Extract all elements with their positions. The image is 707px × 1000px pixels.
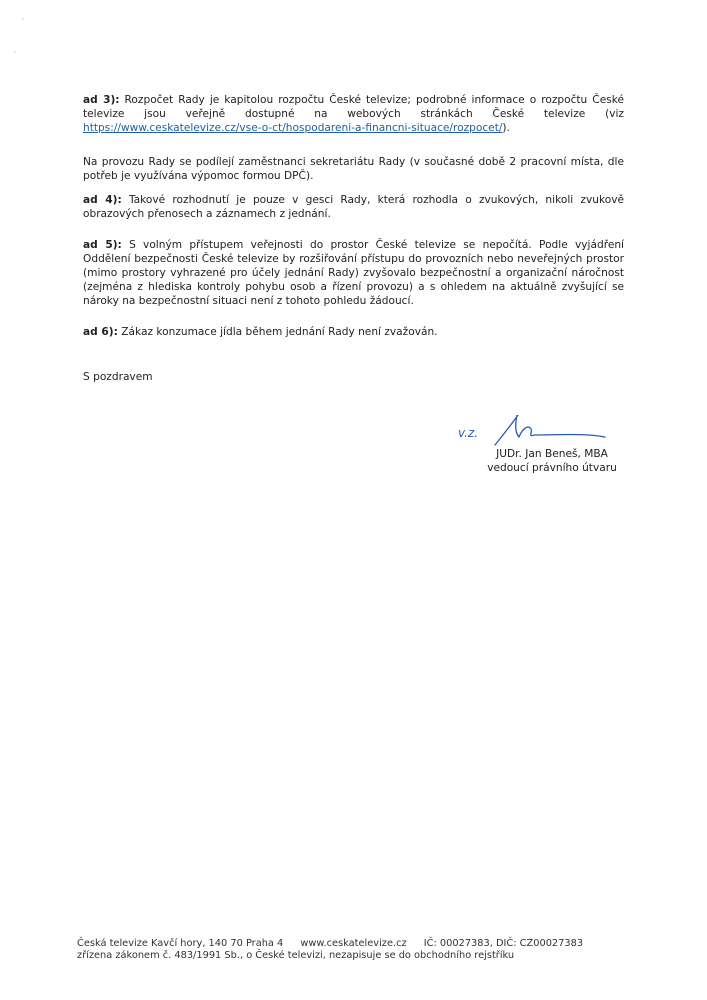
- svg-text:v.z.: v.z.: [458, 426, 479, 440]
- closing: S pozdravem: [83, 371, 153, 383]
- footer-web: www.ceskatelevize.cz: [300, 938, 407, 949]
- section-ad-5: [83, 238, 624, 308]
- budget-link[interactable]: https://www.ceskatelevize.cz/vse-o-ct/hospodareni-a-financni-situace/rozpocet/: [83, 122, 503, 134]
- section-label: ad 6):: [83, 326, 118, 338]
- footer-legal: zřízena zákonem č. 483/1991 Sb., o České televizi, nezapisuje se do obchodního rejstříku: [77, 950, 515, 961]
- section-ad-6: [83, 325, 624, 339]
- signatory: [482, 447, 622, 475]
- section-text: Takové rozhodnutí je pouze v gesci Rady, která rozhodla o zvukových, nikoli zvukově obrazových přenosech a záznamech z jednání.: [83, 194, 624, 220]
- section-text: S volným přístupem veřejnosti do prostor České televize se nepočítá. Podle vyjádření Oddělení bezpečnosti České televize by rozšiřování přístupu do provozních nebo neveřejných prostor (mimo prostory vyhrazené pro účely jednání Rady) zvyšovalo bezpečnostní a organizační náročnost (zejména z hlediska kontroly pohybu osob a řízení provozu) a s ohledem na aktuálně zvyšující se nároky na bezpečnostní situaci není z tohoto pohledu žádoucí.: [83, 239, 625, 307]
- footer-ids: IČ: 00027383, DIČ: CZ00027383: [423, 938, 584, 949]
- section-text: Zákaz konzumace jídla během jednání Rady není zvažován.: [121, 326, 438, 338]
- section-label: ad 5):: [83, 239, 122, 251]
- scan-speck: [14, 51, 16, 53]
- section-text: Na provozu Rady se podílejí zaměstnanci sekretariátu Rady (v současné době 2 pracovní místa, dle potřeb je využívána výpomoc formou DPČ).: [83, 156, 624, 182]
- scan-speck: [22, 18, 24, 20]
- section-staff: [83, 155, 624, 183]
- footer: [77, 938, 597, 962]
- footer-address: Česká televize Kavčí hory, 140 70 Praha 4: [77, 938, 284, 949]
- section-ad-4: [83, 193, 624, 221]
- section-ad-3: ad 3): Rozpočet Rady je kapitolou rozpočtu České televize; podrobné informace o rozpočtu České televize jsou veřejně dostupné na webových stránkách České televize (viz https://www.ceskatelevize.cz/vse-o-ct/hospodareni-a-financni-situace/rozpocet/).: [83, 94, 624, 134]
- section-text: Rozpočet Rady je kapitolou rozpočtu České televize; podrobné informace o rozpočtu České televize jsou veřejně dostupné na webových stránkách České televize (viz: [83, 94, 624, 120]
- section-label: ad 4):: [83, 194, 122, 206]
- section-label: ad 3):: [83, 94, 120, 106]
- signatory-title: vedoucí právního útvaru: [487, 462, 617, 474]
- signatory-name: JUDr. Jan Beneš, MBA: [496, 448, 608, 460]
